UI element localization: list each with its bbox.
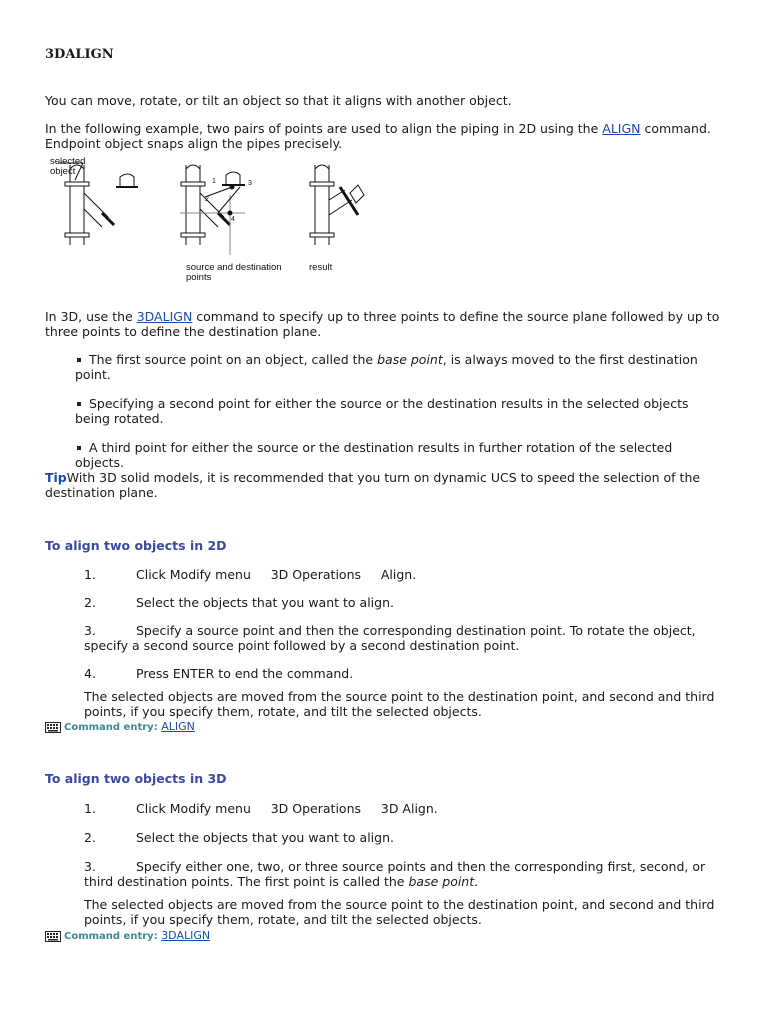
result-text: The selected objects are moved from the source point to the destination point, and second and third points, if you specify them, rotate, and tilt the selected objects. bbox=[84, 689, 715, 719]
step-number: 2. bbox=[84, 830, 96, 845]
step-number: 4. bbox=[84, 666, 96, 681]
keyboard-icon bbox=[45, 722, 61, 733]
step-text: Specify either one, two, or three source points and then the corresponding first, second, or third destination points. The first point is called the bbox=[84, 859, 706, 889]
tip-text: With 3D solid models, it is recommended that you turn on dynamic UCS to speed the selection of the destination plane. bbox=[45, 470, 701, 500]
bullet-mark bbox=[77, 358, 81, 362]
figure-pipe-3 bbox=[310, 165, 364, 245]
command-entry-label: Command entry: bbox=[64, 722, 158, 733]
step-item bbox=[84, 595, 724, 610]
command-entry-label: Command entry: bbox=[64, 931, 158, 942]
step-text: . bbox=[474, 874, 479, 889]
step-text: Press ENTER to end the command. bbox=[136, 666, 354, 681]
figure-pipe-1 bbox=[58, 163, 138, 245]
align-link[interactable]: ALIGN bbox=[602, 121, 641, 136]
bullet-emphasis: base point bbox=[377, 352, 443, 367]
step-number: 2. bbox=[84, 595, 96, 610]
step-item bbox=[84, 830, 724, 845]
step-number: 3. bbox=[84, 623, 96, 638]
bullet-item bbox=[75, 440, 725, 470]
bullet-text: The first source point on an object, called the bbox=[89, 352, 378, 367]
align-figure bbox=[40, 155, 380, 255]
point-label-3: 3 bbox=[248, 180, 252, 187]
tip-paragraph bbox=[45, 470, 735, 500]
in3d-post: command to specify up to three points to define the source plane followed by up to three points to define the destination plane. bbox=[45, 309, 720, 339]
command-3dalign-link[interactable]: 3DALIGN bbox=[161, 929, 211, 942]
step-number: 3. bbox=[84, 859, 96, 874]
in3d-paragraph bbox=[45, 309, 735, 339]
example-pre: In the following example, two pairs of points are used to align the piping in 2D using the bbox=[45, 121, 603, 136]
heading-2d: To align two objects in 2D bbox=[45, 538, 227, 553]
command-entry-3d bbox=[45, 929, 210, 942]
tip-label: Tip bbox=[45, 470, 67, 485]
keyboard-icon bbox=[45, 931, 61, 942]
in3d-pre: In 3D, use the bbox=[45, 309, 137, 324]
step-item bbox=[84, 623, 724, 653]
command-entry-2d bbox=[45, 720, 195, 733]
step-text: Select the objects that you want to align. bbox=[136, 830, 394, 845]
step-text: Select the objects that you want to align. bbox=[136, 595, 394, 610]
bullet-mark bbox=[77, 446, 81, 450]
bullet-text: , is always moved to the first destination point. bbox=[75, 352, 698, 382]
figure-label-selected: selected object bbox=[50, 156, 86, 177]
figure-label-result: result bbox=[309, 262, 333, 273]
example-post: command. Endpoint object snaps align the pipes precisely. bbox=[45, 121, 711, 151]
intro-text: You can move, rotate, or tilt an object so that it aligns with another object. bbox=[45, 93, 512, 108]
step-number: 1. bbox=[84, 567, 96, 582]
bullet-item bbox=[75, 396, 725, 426]
example-paragraph bbox=[45, 121, 735, 151]
step-text: Specify a source point and then the corresponding destination point. To rotate the object, specify a second source point followed by a second destination point. bbox=[84, 623, 696, 653]
bullet-text: Specifying a second point for either the source or the destination results in the selected objects being rotated. bbox=[75, 396, 689, 426]
step-number: 1. bbox=[84, 801, 96, 816]
bullet-item bbox=[75, 352, 725, 382]
point-label-4: 4 bbox=[231, 216, 235, 223]
point-label-2: 2 bbox=[205, 196, 209, 203]
bullet-text: A third point for either the source or the destination results in further rotation of the selected objects. bbox=[75, 440, 673, 470]
page-title: 3DALIGN bbox=[45, 47, 114, 62]
command-align-link[interactable]: ALIGN bbox=[161, 720, 195, 733]
step-text: Click Modify menu 3D Operations 3D Align. bbox=[136, 801, 438, 816]
step-item bbox=[84, 859, 724, 889]
step-item bbox=[84, 801, 724, 816]
figure-label-source: source and destination points bbox=[186, 262, 282, 283]
step-item bbox=[84, 567, 724, 582]
step-item bbox=[84, 666, 724, 681]
3dalign-link[interactable]: 3DALIGN bbox=[136, 309, 193, 324]
step-emphasis: base point bbox=[408, 874, 475, 889]
point-label-1: 1 bbox=[212, 178, 216, 185]
bullet-mark bbox=[77, 402, 81, 406]
heading-3d: To align two objects in 3D bbox=[45, 771, 227, 786]
step-text: Click Modify menu 3D Operations Align. bbox=[136, 567, 417, 582]
result-text: The selected objects are moved from the source point to the destination point, and second and third points, if you specify them, rotate, and tilt the selected objects. bbox=[84, 897, 715, 927]
